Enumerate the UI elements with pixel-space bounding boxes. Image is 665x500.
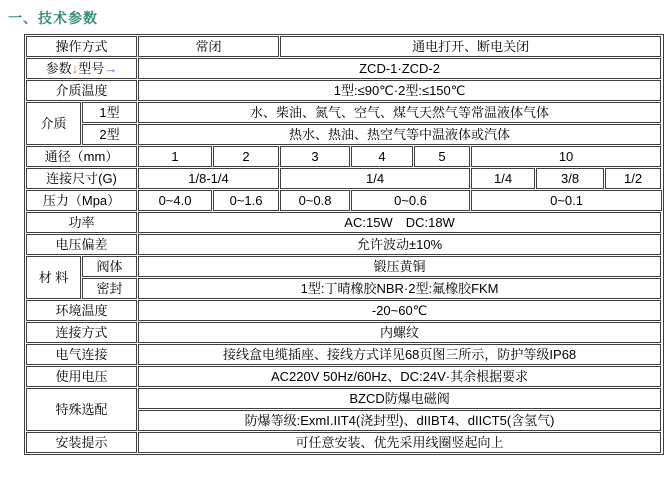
value-conn-2: 1/4 [280, 168, 470, 189]
table-row [26, 36, 662, 57]
label-medium-temp: 介质温度 [26, 80, 137, 101]
label-type1: 1型 [82, 102, 137, 123]
label-install-tip: 安装提示 [26, 432, 137, 453]
value-special-option-2: 防爆等级:ExmI.IIT4(浇封型)、dIIBT4、dIICT5(含氢气) [138, 410, 661, 431]
value-valve-body: 锻压黄铜 [138, 256, 661, 277]
label-connection-type: 连接方式 [26, 322, 137, 343]
table-row [26, 58, 662, 79]
value-operating-voltage: AC220V 50Hz/60Hz、DC:24V·其余根据要求 [138, 366, 661, 387]
label-medium: 介质 [26, 102, 81, 145]
label-valve-body: 阀体 [82, 256, 137, 277]
value-special-option-1: BZCD防爆电磁阀 [138, 388, 661, 409]
value-medium-temp: 1型:≤90℃·2型:≤150℃ [138, 80, 661, 101]
arrow-right-icon: → [104, 61, 118, 76]
value-install-tip: 可任意安装、优先采用线圈竖起向上 [138, 432, 661, 453]
label-material: 材 料 [26, 256, 81, 299]
label-connection-size: 连接尺寸(G) [26, 168, 137, 189]
value-conn-4: 3/8 [536, 168, 604, 189]
table-row [26, 212, 662, 233]
value-diameter-2: 2 [213, 146, 279, 167]
value-diameter-10: 10 [471, 146, 661, 167]
table-row [26, 146, 662, 167]
label-pressure: 压力（Mpa） [26, 190, 137, 211]
value-conn-5: 1/2 [605, 168, 661, 189]
label-power: 功率 [26, 212, 137, 233]
value-voltage-deviation: 允许波动±10% [138, 234, 661, 255]
value-pressure-3: 0~0.8 [280, 190, 350, 211]
value-power-behavior: 通电打开、断电关闭 [280, 36, 661, 57]
value-ambient-temp: -20~60℃ [138, 300, 661, 321]
params-table [24, 34, 664, 455]
table-row [26, 388, 662, 409]
value-pressure-2: 0~1.6 [213, 190, 279, 211]
label-operation-mode: 操作方式 [26, 36, 137, 57]
table-row [26, 344, 662, 365]
label-ambient-temp: 环境温度 [26, 300, 137, 321]
value-medium-type2: 热水、热油、热空气等中温液体或汽体 [138, 124, 661, 145]
table-row [26, 168, 662, 189]
value-connection-type: 内螺纹 [138, 322, 661, 343]
label-diameter: 通径（mm） [26, 146, 137, 167]
label-voltage-deviation: 电压偏差 [26, 234, 137, 255]
value-pressure-1: 0~4.0 [138, 190, 212, 211]
table-row [26, 322, 662, 343]
page-title: 一、技术参数 [8, 10, 98, 26]
value-diameter-4: 4 [351, 146, 413, 167]
value-model: ZCD-1·ZCD-2 [138, 58, 661, 79]
value-diameter-3: 3 [280, 146, 350, 167]
value-seal: 1型:丁晴橡胶NBR·2型:氟橡胶FKM [138, 278, 661, 299]
value-conn-1: 1/8-1/4 [138, 168, 279, 189]
value-pressure-4: 0~0.6 [351, 190, 470, 211]
value-electrical-connection: 接线盒电缆插座、接线方式详见68页图三所示，防护等级IP68 [138, 344, 661, 365]
label-electrical-connection: 电气连接 [26, 344, 137, 365]
value-power: AC:15W DC:18W [138, 212, 661, 233]
table-row [26, 102, 662, 123]
value-normally-closed: 常闭 [138, 36, 279, 57]
label-text: 型号 [78, 61, 105, 76]
table-row [26, 300, 662, 321]
value-diameter-5: 5 [414, 146, 470, 167]
table-row [26, 80, 662, 101]
table-row [26, 278, 662, 299]
label-param-model [26, 58, 137, 79]
table-row [26, 256, 662, 277]
value-pressure-5: 0~0.1 [471, 190, 662, 211]
value-diameter-1: 1 [138, 146, 212, 167]
table-row [26, 124, 662, 145]
label-text: 参数 [45, 61, 72, 76]
label-special-option: 特殊选配 [26, 388, 137, 431]
table-row [26, 190, 662, 211]
table-row [26, 366, 662, 387]
table-row [26, 234, 662, 255]
value-conn-3: 1/4 [471, 168, 535, 189]
arrow-down-icon: ↓ [71, 61, 79, 76]
label-seal: 密封 [82, 278, 137, 299]
label-operating-voltage: 使用电压 [26, 366, 137, 387]
value-medium-type1: 水、柴油、氮气、空气、煤气天然气等常温液体气体 [138, 102, 661, 123]
table-row [26, 432, 662, 453]
label-type2: 2型 [82, 124, 137, 145]
